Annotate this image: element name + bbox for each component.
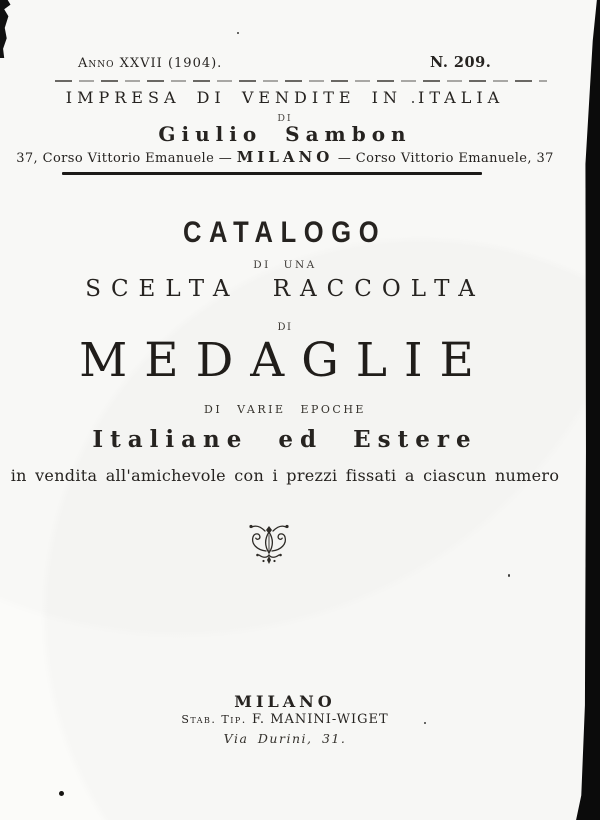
scan-ink-smudge bbox=[0, 0, 14, 58]
title-main: MEDAGLIE bbox=[79, 333, 491, 388]
address-dash: — bbox=[218, 151, 233, 166]
issue-number: N. 209. bbox=[430, 54, 492, 71]
address-dash: — bbox=[337, 151, 352, 166]
title-of-a: DI UNA bbox=[253, 259, 317, 271]
address-city: MILANO bbox=[236, 148, 334, 166]
year-label: Anno XXVII (1904). bbox=[78, 56, 223, 71]
company-address bbox=[0, 148, 570, 166]
title-epochs: DI VARIE EPOCHE bbox=[204, 403, 366, 416]
scan-speck bbox=[508, 574, 510, 577]
address-right: Corso Vittorio Emanuele, 37 bbox=[355, 151, 554, 166]
scan-speck bbox=[237, 32, 239, 34]
scan-edge-bar bbox=[574, 0, 600, 820]
sale-note: in vendita all'amichevole con i prezzi fissati a ciascun numero bbox=[10, 466, 560, 485]
proprietor-name: Giulio Sambon bbox=[158, 122, 412, 146]
title-catalog-text: CATALOGO bbox=[183, 216, 387, 249]
imprint-address: Via Durini, 31. bbox=[223, 731, 347, 746]
fleuron-ornament-icon bbox=[243, 522, 295, 568]
scan-speck bbox=[59, 791, 64, 796]
title-catalog bbox=[0, 216, 570, 250]
solid-divider bbox=[62, 172, 482, 175]
imprint-printer-prefix: Stab. Tip. bbox=[181, 713, 247, 726]
imprint-printer-name: F. MANINI-WIGET bbox=[251, 712, 389, 727]
title-collection: SCELTA RACCOLTA bbox=[85, 276, 485, 302]
title-subtitle: Italiane ed Estere bbox=[92, 426, 478, 453]
address-left: 37, Corso Vittorio Emanuele bbox=[16, 151, 215, 166]
company-name: IMPRESA DI VENDITE IN ITALIA bbox=[65, 88, 505, 107]
masthead-of: DI bbox=[277, 113, 293, 124]
imprint-printer bbox=[0, 712, 570, 727]
imprint-city: MILANO bbox=[234, 692, 336, 711]
dashed-divider bbox=[55, 80, 547, 82]
title-of: DI bbox=[277, 322, 293, 333]
